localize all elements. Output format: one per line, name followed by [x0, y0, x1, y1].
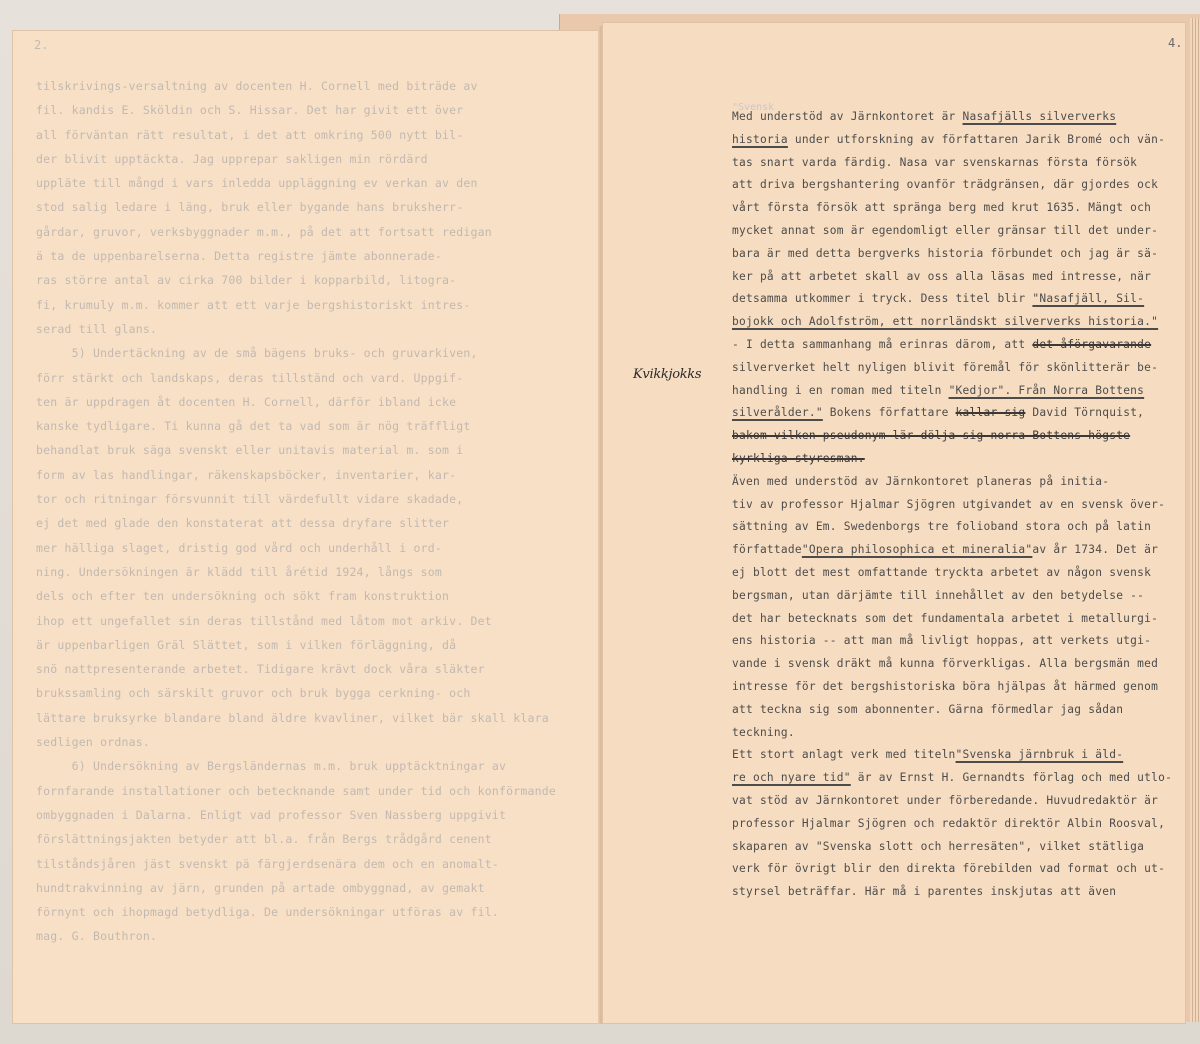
- bleed-line: förr stärkt och landskaps, deras tillständ och vard. Uppgif-: [36, 370, 464, 385]
- bleed-line: ej det med glade den konstaterat att dessa dryfare slitter: [36, 516, 450, 531]
- text-segment: är av Ernst H. Gernandts förlag och med utlo-: [850, 771, 1173, 785]
- text-segment: mycket annat som är egendomligt eller gränsar till det under-: [732, 223, 1159, 237]
- underlined-text: "Svenska järnbruk i äld-: [955, 748, 1124, 762]
- text-line: [732, 152, 1180, 175]
- text-line: [732, 266, 1180, 289]
- bleed-line: sedligen ordnas.: [36, 735, 150, 750]
- text-segment: tas snart varda färdig. Nasa var svenskarnas första försök: [732, 155, 1138, 169]
- bleed-line: tilståndsjåren jäst svenskt pä färgjerdsenära dem och en anomalt-: [36, 856, 500, 871]
- text-line: [732, 790, 1180, 813]
- text-segment: vårt första försök att spränga berg med krut 1635. Mängt och: [732, 201, 1152, 215]
- text-segment: sättning av Em. Swedenborgs tre folioband stora och på latin: [732, 520, 1152, 534]
- text-segment: detsamma utkommer i tryck. Dess titel blir: [732, 292, 1033, 306]
- text-line: [732, 699, 1180, 722]
- text-line: [732, 744, 1180, 767]
- text-segment: styrsel beträffar. Här må i parentes inskjutas att även: [732, 885, 1117, 899]
- text-line: [732, 562, 1180, 585]
- underlined-text: "Kedjor". Från Norra Bottens: [948, 383, 1145, 397]
- text-segment: av år 1734. Det är: [1032, 543, 1159, 557]
- left-page-number: 2.: [34, 38, 49, 52]
- text-segment: ej blott det mest omfattande tryckta arbetet av någon svensk: [732, 565, 1152, 579]
- text-segment: teckning.: [732, 725, 795, 739]
- text-segment: handling i en roman med titeln: [732, 383, 949, 397]
- text-segment: David Törnquist,: [1025, 406, 1145, 420]
- bleed-line: ten är uppdragen åt docenten H. Cornell, därför ibland icke: [36, 394, 457, 409]
- text-line: [732, 448, 1180, 471]
- text-segment: verk för övrigt blir den direkta förebilden vad format och ut-: [732, 862, 1166, 876]
- bleed-line: kanske tydligare. Ti kunna gå det ta vad som är nög träffligt: [36, 419, 471, 434]
- text-segment: ens historia -- att man må livligt hoppas, att verkets utgi-: [732, 634, 1152, 648]
- struck-text: det åförgavarande: [1032, 337, 1152, 351]
- struck-text: kallar sig: [955, 406, 1026, 420]
- text-segment: silververket helt nyligen blivit föremål för skönlitterär be-: [732, 360, 1159, 374]
- text-line: [732, 106, 1180, 129]
- bleed-line: ning. Undersökningen är klädd till årétid 1924, långs som: [36, 564, 443, 579]
- text-segment: intresse för det bergshistoriska böra hjälpas åt härmed genom: [732, 679, 1159, 693]
- bleed-line: är uppenbarligen Gräl Slättet, som i vilken förläggning, då: [36, 637, 457, 652]
- bleed-line: fil. kandis E. Sköldin och S. Hissar. Det har givit ett över: [36, 103, 464, 118]
- bleed-line: hundtrakvinning av järn, grunden på artade ombyggnad, av gemakt: [36, 880, 485, 895]
- text-line: [732, 813, 1180, 836]
- text-segment: ker på att arbetet skall av oss alla läsas med intresse, när: [732, 269, 1152, 283]
- text-line: [732, 608, 1180, 631]
- text-line: [732, 585, 1180, 608]
- underlined-text: re och nyare tid": [732, 771, 851, 785]
- text-line: [732, 425, 1180, 448]
- text-segment: professor Hjalmar Sjögren och redaktör direktör Albin Roosval,: [732, 816, 1166, 830]
- underlined-text: "Nasafjäll, Sil-: [1032, 292, 1145, 306]
- struck-text: kyrkliga styresman.: [732, 451, 865, 465]
- text-segment: under utforskning av författaren Jarik Bromé och vän-: [787, 132, 1166, 146]
- underlined-text: "Opera philosophica et mineralia": [801, 543, 1033, 557]
- text-line: [732, 858, 1180, 881]
- bleed-line: stod salig ledare i läng, bruk eller bygande hans bruksherr-: [36, 200, 464, 215]
- text-segment: tiv av professor Hjalmar Sjögren utgivandet av en svensk över-: [732, 497, 1166, 511]
- bleed-line: mer hälliga slaget, dristig god vård och underhåll i ord-: [36, 540, 443, 555]
- bleed-line: förnynt och ihopmagd betydliga. De undersökningar utföras av fil.: [36, 905, 500, 920]
- text-line: [732, 471, 1180, 494]
- bleed-line: uppläte till mångd i vars inledda uppläggning ev verkan av den: [36, 176, 478, 191]
- bleed-line: all förväntan rätt resultat, i det att omkring 500 nytt bil-: [36, 127, 464, 142]
- text-line: [732, 334, 1180, 357]
- text-segment: bergsman, utan därjämte till innehållet av den betydelse --: [732, 588, 1145, 602]
- bleed-line: 6) Undersökning av Bergsländernas m.m. bruk upptäcktningar av: [36, 759, 507, 774]
- bleed-line: fi, krumuly m.m. kommer att ett varje bergshistoriskt intres-: [36, 297, 471, 312]
- bleed-line: tilskrivings-versaltning av docenten H. Cornell med biträde av: [36, 79, 478, 93]
- bleed-line: ombyggnaden i Dalarna. Enligt vad professor Sven Nassberg uppgivit: [36, 807, 507, 822]
- text-line: [732, 630, 1180, 653]
- text-segment: Bokens författare: [822, 406, 956, 420]
- text-line: [732, 516, 1180, 539]
- bleed-line: förslättningsjakten betyder att bl.a. från Bergs trådgård cenent: [36, 832, 492, 847]
- text-line: [732, 653, 1180, 676]
- handwritten-margin-note: Kvikkjokks: [633, 367, 702, 382]
- bleed-line: der blivit upptäckta. Jag upprepar sakligen min rördärd: [36, 151, 428, 166]
- bleed-line: lättare bruksyrke blandare bland äldre kvavliner, vilket bär skall klara: [36, 710, 549, 725]
- text-line: [732, 243, 1180, 266]
- struck-text: bakom vilken pseudonym lär dölja sig norra Bottens högste: [732, 429, 1131, 443]
- text-line: [732, 494, 1180, 517]
- text-segment: vat stöd av Järnkontoret under förberedande. Huvudredaktör är: [732, 793, 1159, 807]
- text-line: [732, 539, 1180, 562]
- text-line: [732, 357, 1180, 380]
- text-line: [732, 174, 1180, 197]
- bleed-line: serad till glans.: [36, 321, 158, 336]
- text-line: [732, 676, 1180, 699]
- bleed-line: ras större antal av cirka 700 bilder i kopparbild, litogra-: [36, 273, 457, 288]
- bleed-line: ihop ett ungefallet sin deras tillstånd med låtom mot arkiv. Det: [36, 613, 492, 628]
- text-line: [732, 380, 1180, 403]
- text-line: [732, 722, 1180, 745]
- text-segment: det har betecknats som det fundamentala arbetet i metallurgi-: [732, 611, 1159, 625]
- bleed-line: behandlat bruk säga svenskt eller unitavis material m. som i: [36, 443, 464, 458]
- left-page-bleed-through-text: [36, 74, 576, 974]
- bleed-line: mag. G. Bouthron.: [36, 929, 158, 944]
- bleed-line: form av las handlingar, räkenskapsböcker, inventarier, kar-: [36, 467, 457, 482]
- underlined-text: silverålder.": [732, 406, 823, 420]
- text-line: [732, 881, 1180, 904]
- text-line: [732, 288, 1180, 311]
- back-sheet-edges: [1190, 18, 1200, 1022]
- text-segment: Med understöd av Järnkontoret är: [732, 110, 963, 123]
- text-segment: att teckna sig som abonnenter. Gärna förmedlar jag sådan: [732, 702, 1124, 716]
- underlined-text: historia: [732, 132, 788, 146]
- underlined-text: Nasafjälls silververks: [962, 110, 1117, 123]
- text-segment: författade: [732, 543, 802, 557]
- bleed-line: snö nattpresenterande arbetet. Tidigare krävt dock våra släkter: [36, 662, 485, 677]
- bleed-line: tor och ritningar försvunnit till värdefullt vidare skadade,: [36, 492, 464, 507]
- text-line: [732, 220, 1180, 243]
- text-segment: bara är med detta bergverks historia förbundet och jag är sä-: [732, 246, 1159, 260]
- text-segment: Ett stort anlagt verk med titeln: [732, 748, 956, 762]
- bleed-line: 5) Undertäckning av de små bägens bruks- och gruvarkiven,: [36, 346, 478, 361]
- right-page-number: 4.: [1168, 36, 1183, 50]
- text-line: [732, 836, 1180, 859]
- bleed-line: ä ta de uppenbarelserna. Detta registre jämte abonnerade-: [36, 249, 443, 264]
- text-line: [732, 767, 1180, 790]
- bleed-line: gårdar, gruvor, verksbyggnader m.m., på det att fortsatt redigan: [36, 224, 492, 239]
- text-segment: Även med understöd av Järnkontoret planeras på initia-: [732, 474, 1110, 488]
- text-line: [732, 402, 1180, 425]
- text-line: [732, 129, 1180, 152]
- text-segment: - I detta sammanhang må erinras därom, att: [732, 337, 1033, 351]
- typewritten-body: [732, 106, 1180, 904]
- underlined-text: bojokk och Adolfström, ett norrländskt silververks historia.": [732, 315, 1159, 329]
- text-line: [732, 311, 1180, 334]
- text-segment: att driva bergshantering ovanför trädgränsen, där gjordes ock: [732, 178, 1159, 192]
- text-line: [732, 197, 1180, 220]
- bleed-line: fornfarande installationer och betecknande samt under tid och konförmande: [36, 783, 557, 798]
- bleed-line: brukssamling och särskilt gruvor och bruk bygga cerkning- och: [36, 686, 471, 701]
- bleed-line: dels och efter ten undersökning och sökt fram konstruktion: [36, 589, 450, 604]
- text-segment: skaparen av "Svenska slott och herresäten", vilket stätliga: [732, 839, 1145, 853]
- text-segment: vande i svensk dräkt må kunna förverkligas. Alla bergsmän med: [732, 657, 1159, 671]
- faint-header-text: "Svensk: [732, 102, 775, 113]
